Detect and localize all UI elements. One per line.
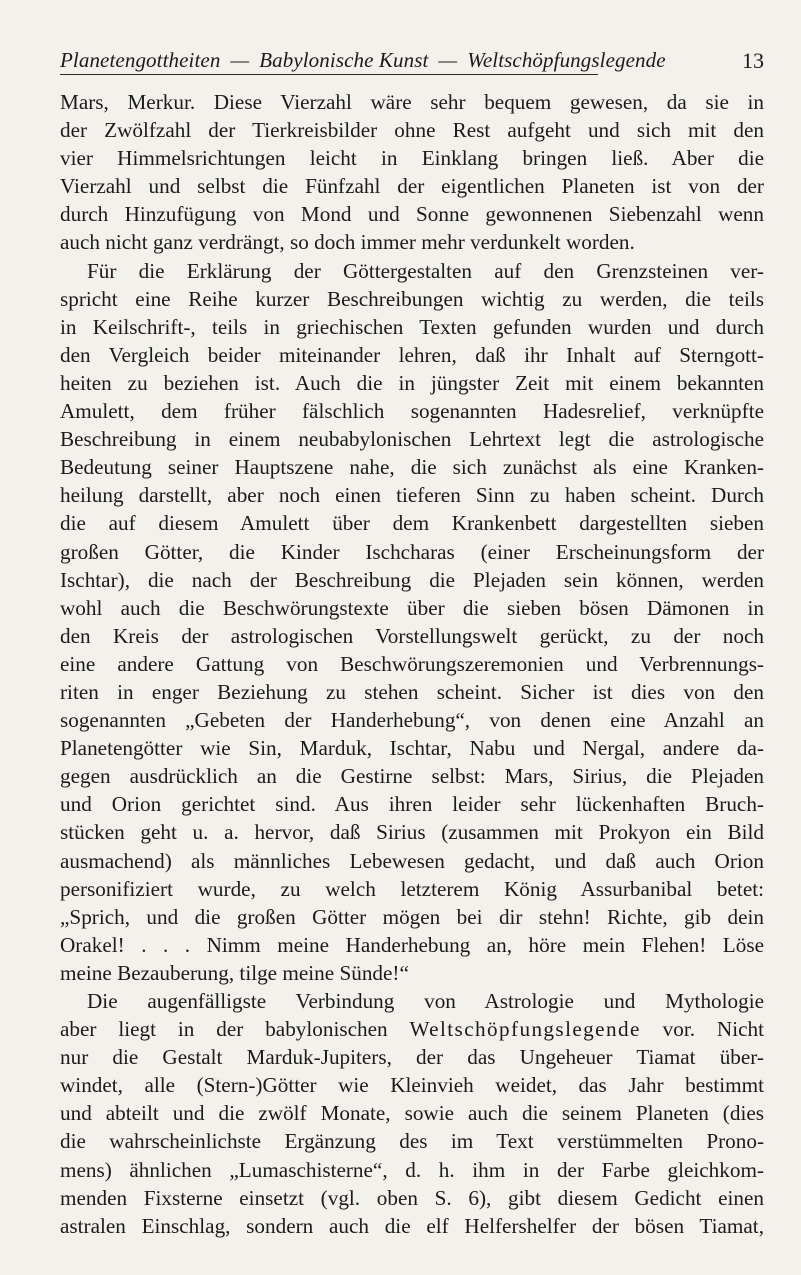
text-line: Für die Erklärung der Göttergestalten auf den Grenzsteinen ver- xyxy=(87,258,764,283)
text-line: und Orion gerichtet sind. Aus ihren leider sehr lückenhaften Bruch- xyxy=(60,792,764,817)
text-line: sogenannten „Gebeten der Handerhebung“, von denen eine Anzahl an xyxy=(60,708,764,733)
text-line: und abteilt und die zwölf Monate, sowie auch die seinem Planeten (dies xyxy=(60,1101,764,1126)
text-line: den Kreis der astrologischen Vorstellungswelt gerückt, zu der noch xyxy=(60,623,764,648)
text-line: in Keilschrift-, teils in griechischen Texten gefunden wurden und durch xyxy=(60,314,764,339)
text-line: Orakel! . . . Nimm meine Handerhebung an, höre mein Flehen! Löse xyxy=(60,932,764,957)
text-line: heiten zu beziehen ist. Auch die in jüngster Zeit mit einem bekannten xyxy=(60,370,764,395)
running-title-weltschoepfungslegende: Weltschöpfungslegende xyxy=(467,48,666,72)
text-line: vier Himmelsrichtungen leicht in Einklang bringen ließ. Aber die xyxy=(60,146,764,171)
text-line: meine Bezauberung, tilge meine Sünde!“ xyxy=(60,960,409,985)
text-line: gegen ausdrücklich an die Gestirne selbst: Mars, Sirius, die Plejaden xyxy=(60,764,764,789)
text-line: riten in enger Beziehung zu stehen scheint. Sicher ist dies von den xyxy=(60,679,764,704)
text-line: astralen Einschlag, sondern auch die elf Helfershelfer der bösen Tiamat, xyxy=(60,1213,764,1238)
text-line: die auf diesem Amulett über dem Krankenbett dargestellten sieben xyxy=(60,511,764,536)
page-header xyxy=(60,44,764,78)
text-line: der Zwölfzahl der Tierkreisbilder ohne Rest aufgeht und sich mit den xyxy=(60,118,764,143)
text-line: auch nicht ganz verdrängt, so doch immer mehr verdunkelt worden. xyxy=(60,230,635,255)
text-line: windet, alle (Stern-)Götter wie Kleinvieh weidet, das Jahr bestimmt xyxy=(60,1073,764,1098)
running-title-babylonische-kunst: Babylonische Kunst xyxy=(259,48,429,72)
text-line: eine andere Gattung von Beschwörungszeremonien und Verbrennungs- xyxy=(60,651,764,676)
text-line: Ischtar), die nach der Beschreibung die Plejaden sein können, werden xyxy=(60,567,764,592)
text-line: spricht eine Reihe kurzer Beschreibungen wichtig zu werden, die teils xyxy=(60,286,764,311)
text-line: die wahrscheinlichste Ergänzung des im Text verstümmelten Prono- xyxy=(60,1129,764,1154)
header-separator: — xyxy=(230,48,250,72)
text-line: „Sprich, und die großen Götter mögen bei dir stehn! Richte, gib dein xyxy=(60,904,764,929)
page-number: 13 xyxy=(742,48,764,73)
body-text xyxy=(60,88,764,1240)
text-line: heilung darstellt, aber noch einen tieferen Sinn zu haben scheint. Durch xyxy=(60,483,764,508)
running-title-planetengottheiten: Planetengottheiten xyxy=(60,48,221,72)
text-line: Mars, Merkur. Diese Vierzahl wäre sehr bequem gewesen, da sie in xyxy=(60,90,764,114)
text-line: Bedeutung seiner Hauptszene nahe, die sich zunächst als eine Kranken- xyxy=(60,455,764,480)
text-line: personifiziert wurde, zu welch letzterem König Assurbanibal betet: xyxy=(60,876,764,901)
text-line: menden Fixsterne einsetzt (vgl. oben S. 6), gibt diesem Gedicht einen xyxy=(60,1185,764,1210)
header-separator: — xyxy=(438,48,458,72)
text-line: Amulett, dem früher fälschlich sogenannten Hadesrelief, verknüpfte xyxy=(60,399,764,424)
text-line: Vierzahl und selbst die Fünfzahl der eigentlichen Planeten ist von der xyxy=(60,174,764,199)
text-line: Planetengötter wie Sin, Marduk, Ischtar, Nabu und Nergal, andere da- xyxy=(60,736,764,761)
text-line: großen Götter, die Kinder Ischcharas (einer Erscheinungsform der xyxy=(60,539,764,564)
text-line: durch Hinzufügung von Mond und Sonne gewonnenen Siebenzahl wenn xyxy=(60,202,764,227)
text-line: Beschreibung in einem neubabylonischen Lehrtext legt die astrologische xyxy=(60,427,764,452)
spaced-term: Weltschöpfungslegende xyxy=(409,1017,641,1042)
header-rule xyxy=(60,74,598,75)
text-line: nur die Gestalt Marduk-Jupiters, der das Ungeheuer Tiamat über- xyxy=(60,1045,764,1070)
text-line: mens) ähnlichen „Lumaschisterne“, d. h. ihm in der Farbe gleichkom- xyxy=(60,1157,764,1182)
text-segment: vor. Nicht xyxy=(662,1017,764,1042)
text-segment: aber liegt in der babylonischen xyxy=(60,1017,388,1042)
text-line: stücken geht u. a. hervor, daß Sirius (zusammen mit Prokyon ein Bild xyxy=(60,820,764,845)
running-title xyxy=(60,48,666,73)
text-line: Die augenfälligste Verbindung von Astrologie und Mythologie xyxy=(87,989,764,1013)
text-line: ausmachend) als männliches Lebewesen gedacht, und daß auch Orion xyxy=(60,848,764,873)
text-line: wohl auch die Beschwörungstexte über die sieben bösen Dämonen in xyxy=(60,595,764,620)
text-line: den Vergleich beider miteinander lehren, daß ihr Inhalt auf Sterngott- xyxy=(60,342,764,367)
text-line-with-spaced-term xyxy=(60,1015,764,1043)
